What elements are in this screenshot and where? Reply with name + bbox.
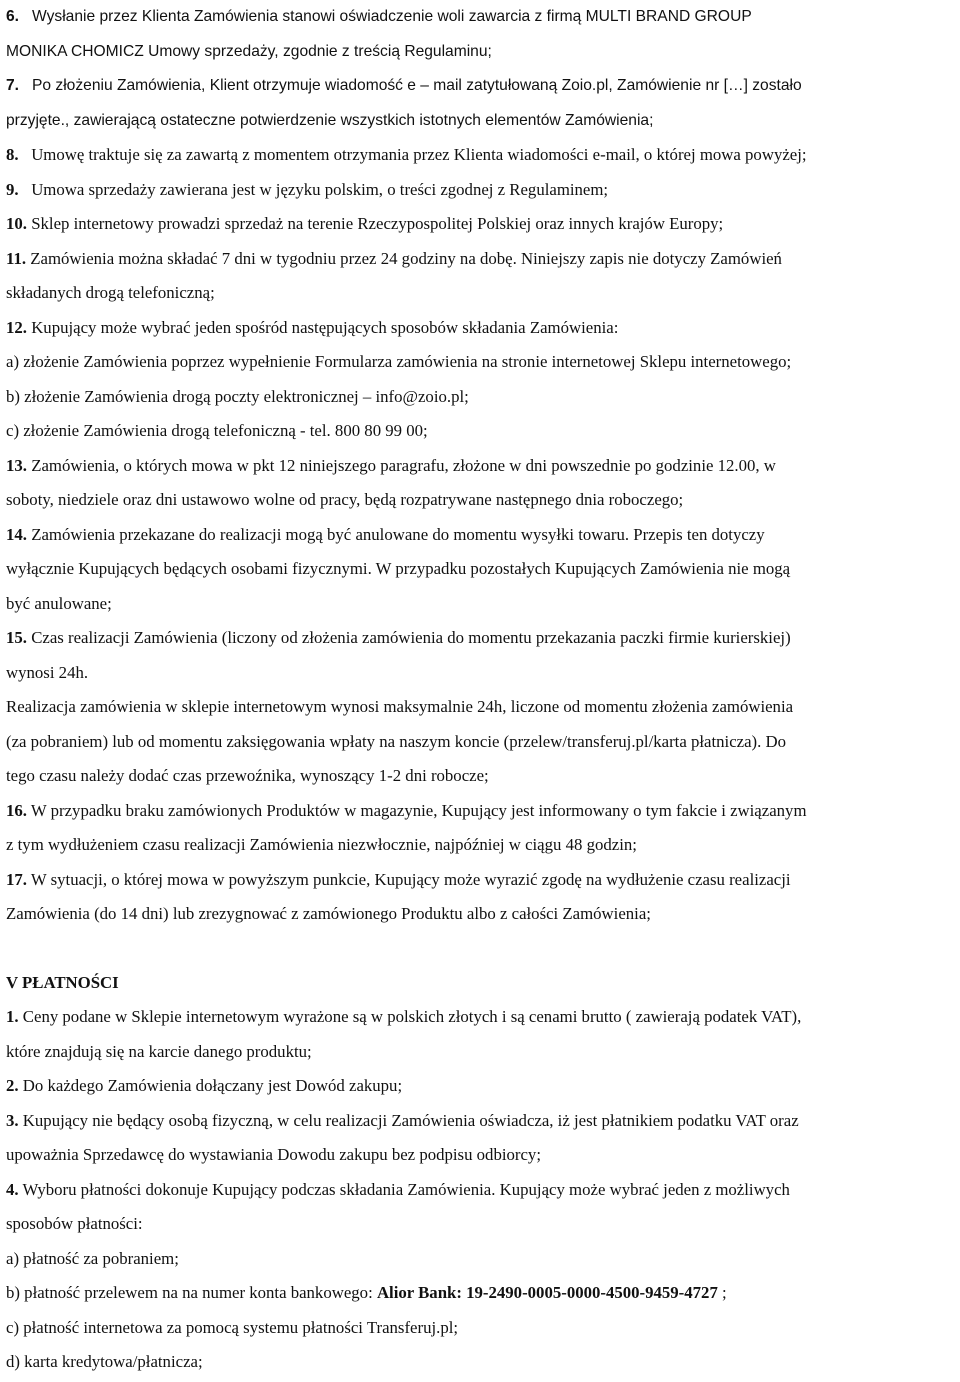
- payment-option-c: c) płatność internetowa za pomocą systemu płatności Transferuj.pl;: [6, 1317, 459, 1337]
- paragraph-text: Sklep internetowy prowadzi sprzedaż na terenie Rzeczypospolitej Polskiej oraz innych krajów Europy;: [31, 214, 724, 233]
- paragraph-number: 8.: [6, 145, 19, 164]
- paragraph-14-line-1: [6, 518, 956, 553]
- paragraph-number: 3.: [6, 1110, 19, 1130]
- paragraph-number: 13.: [6, 455, 27, 475]
- paragraph-text: W sytuacji, o której mowa w powyższym punkcie, Kupujący może wyrazić zgodę na wydłużenie czasu realizacji: [30, 869, 791, 889]
- paragraph-8-line-1: [6, 138, 956, 173]
- paragraph-text: Wyboru płatności dokonuje Kupujący podczas składania Zamówienia. Kupujący może wybrać jeden z możliwych: [22, 1179, 790, 1199]
- paragraph-10-line-1: [6, 207, 956, 242]
- paragraph-12-option-a: a) złożenie Zamówienia poprzez wypełnienie Formularza zamówienia na stronie internetowej Sklepu internetowego;: [6, 352, 792, 371]
- paragraph-text: Po złożeniu Zamówienia, Klient otrzymuje wiadomość e – mail zatytułowaną Zoio.pl, Zamówienie nr […] zostało: [32, 77, 802, 94]
- section-heading-payments: V PŁATNOŚCI: [6, 972, 119, 992]
- payment-option-b-suffix: ;: [717, 1283, 727, 1302]
- payments-3-line-1: [6, 1104, 956, 1139]
- paragraph-text: Do każdego Zamówienia dołączany jest Dowód zakupu;: [22, 1076, 403, 1095]
- paragraph-text: Czas realizacji Zamówienia (liczony od złożenia zamówienia do momentu przekazania paczki firmie kurierskiej): [31, 628, 791, 647]
- paragraph-7-line-1: [6, 69, 956, 104]
- paragraph-11-line-1: [6, 242, 956, 277]
- section-spacer: [6, 932, 956, 966]
- payments-2-line-1: [6, 1069, 956, 1104]
- payment-option-a: a) płatność za pobraniem;: [6, 1248, 179, 1268]
- paragraph-6-line-1: [6, 0, 956, 35]
- paragraph-12-option-c: c) złożenie Zamówienia drogą telefoniczną - tel. 800 80 99 00;: [6, 421, 428, 440]
- paragraph-number: 10.: [6, 214, 27, 233]
- paragraph-7-line-2: przyjęte., zawierającą ostateczne potwierdzenie wszystkich istotnych elementów Zamówienia;: [6, 111, 654, 129]
- payments-3-line-2: upoważnia Sprzedawcę do wystawiania Dowodu zakupu bez podpisu odbiorcy;: [6, 1145, 541, 1164]
- paragraph-number: 2.: [6, 1076, 19, 1095]
- paragraph-number: 6.: [6, 8, 20, 25]
- paragraph-13-line-1: [6, 449, 956, 484]
- payments-4-line-2: sposobów płatności:: [6, 1214, 143, 1233]
- paragraph-text: Umowę traktuje się za zawartą z momentem otrzymania przez Klienta wiadomości e-mail, o której mowa powyżej;: [31, 145, 807, 164]
- payment-option-d: d) karta kredytowa/płatnicza;: [6, 1352, 203, 1371]
- bank-account-number: Alior Bank: 19-2490-0005-0000-4500-9459-4727: [376, 1283, 718, 1302]
- paragraph-number: 15.: [6, 628, 27, 647]
- paragraph-text: Zamówienia przekazane do realizacji mogą być anulowane do momentu wysyłki towaru. Przepis ten dotyczy: [31, 524, 765, 544]
- paragraph-17-line-1: [6, 863, 956, 898]
- paragraph-12-option-b: b) złożenie Zamówienia drogą poczty elektronicznej – info@zoio.pl;: [6, 386, 469, 406]
- paragraph-number: 12.: [6, 317, 27, 337]
- paragraph-text: Kupujący może wybrać jeden spośród następujących sposobów składania Zamówienia:: [31, 317, 619, 337]
- paragraph-number: 14.: [6, 524, 27, 544]
- paragraph-14-line-2: wyłącznie Kupujących będących osobami fizycznymi. W przypadku pozostałych Kupujących Zamówienia nie mogą: [6, 559, 791, 578]
- paragraph-15-line-3: Realizacja zamówienia w sklepie internetowym wynosi maksymalnie 24h, liczone od momentu złożenia zamówienia: [6, 697, 794, 716]
- paragraph-9-line-1: [6, 173, 956, 208]
- paragraph-12-line-1: [6, 311, 956, 346]
- paragraph-13-line-2: soboty, niedziele oraz dni ustawowo wolne od pracy, będą rozpatrywane następnego dnia roboczego;: [6, 490, 684, 509]
- paragraph-number: 11.: [6, 248, 27, 268]
- paragraph-text: Zamówienia można składać 7 dni w tygodniu przez 24 godziny na dobę. Niniejszy zapis nie dotyczy Zamówień: [30, 248, 782, 268]
- paragraph-text: Zamówienia, o których mowa w pkt 12 niniejszego paragrafu, złożone w dni powszednie po godzinie 12.00, w: [31, 455, 776, 475]
- paragraph-number: 16.: [6, 800, 27, 820]
- paragraph-text: Kupujący nie będący osobą fizyczną, w celu realizacji Zamówienia oświadcza, iż jest płatnikiem podatku VAT oraz: [22, 1110, 799, 1130]
- paragraph-11-line-2: składanych drogą telefoniczną;: [6, 283, 215, 302]
- paragraph-17-line-2: Zamówienia (do 14 dni) lub zrezygnować z zamówionego Produktu albo z całości Zamówienia;: [6, 904, 651, 923]
- paragraph-15-line-4: (za pobraniem) lub od momentu zaksięgowania wpłaty na naszym koncie (przelew/transferuj.pl/karta płatnicza). Do: [6, 731, 787, 751]
- paragraph-text: Ceny podane w Sklepie internetowym wyrażone są w polskich złotych i są cenami brutto ( zawierają podatek VAT),: [22, 1007, 802, 1026]
- paragraph-15-line-5: tego czasu należy dodać czas przewoźnika, wynoszący 1-2 dni robocze;: [6, 766, 489, 785]
- paragraph-16-line-1: [6, 794, 956, 829]
- paragraph-16-line-2: z tym wydłużeniem czasu realizacji Zamówienia niezwłocznie, najpóźniej w ciągu 48 godzin;: [6, 835, 637, 854]
- paragraph-text: Wysłanie przez Klienta Zamówienia stanowi oświadczenie woli zawarcia z firmą MULTI BRAND GROUP: [32, 8, 752, 25]
- paragraph-6-line-2: MONIKA CHOMICZ Umowy sprzedaży, zgodnie z treścią Regulaminu;: [6, 42, 492, 60]
- payment-option-b-text: b) płatność przelewem na na numer konta bankowego:: [6, 1283, 377, 1302]
- payments-4-line-1: [6, 1173, 956, 1208]
- payment-option-b: [6, 1276, 956, 1311]
- payments-1-line-1: [6, 1000, 956, 1035]
- paragraph-15-line-2: wynosi 24h.: [6, 662, 89, 682]
- paragraph-number: 7.: [6, 77, 20, 94]
- payments-1-line-2: które znajdują się na karcie danego produktu;: [6, 1041, 312, 1061]
- paragraph-text: W przypadku braku zamówionych Produktów w magazynie, Kupujący jest informowany o tym fakcie i związanym: [30, 800, 807, 820]
- paragraph-text: Umowa sprzedaży zawierana jest w języku polskim, o treści zgodnej z Regulaminem;: [31, 179, 609, 199]
- paragraph-number: 9.: [6, 179, 19, 199]
- paragraph-number: 17.: [6, 869, 27, 889]
- paragraph-number: 4.: [6, 1179, 19, 1199]
- paragraph-number: 1.: [6, 1007, 19, 1026]
- paragraph-14-line-3: być anulowane;: [6, 593, 112, 613]
- document-page: [6, 0, 956, 1380]
- paragraph-15-line-1: [6, 621, 956, 656]
